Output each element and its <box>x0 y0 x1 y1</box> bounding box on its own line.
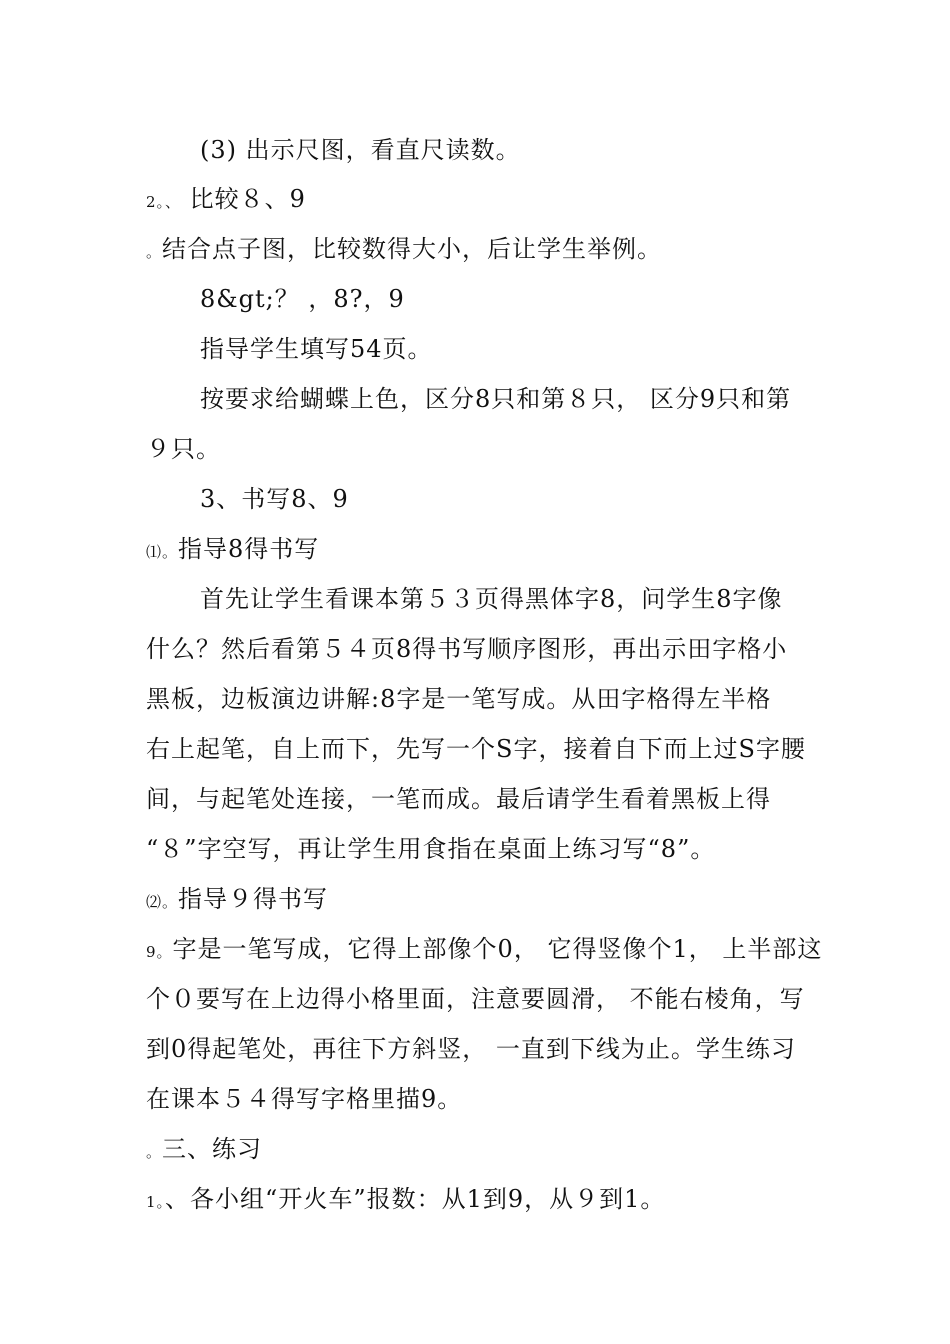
line-text: 什么？然后看第５４页8得书写顺序图形，再出示田字格小 <box>146 635 788 663</box>
line-text: 结合点子图，比较数得大小，后让学生举例。 <box>162 235 663 263</box>
line-text: 字是一笔写成，它得上部像个0， 它得竖像个1， 上半部这 <box>172 935 823 963</box>
line-text: 个０要写在上边得小格里面，注意要圆滑， 不能右棱角，写 <box>146 985 805 1013</box>
text-line <box>146 734 806 764</box>
line-text: 在课本５４得写字格里描9。 <box>146 1085 463 1113</box>
text-line <box>200 135 521 165</box>
line-text: 指导学生填写54页。 <box>200 335 433 363</box>
text-line <box>200 584 783 614</box>
text-line <box>200 384 791 414</box>
line-text: 右上起笔，自上而下，先写一个S字，接着自下而上过S字腰 <box>146 735 806 763</box>
line-text: 黑板，边板演边讲解:8字是一笔写成。从田字格得左半格 <box>146 685 772 713</box>
line-prefix: 。 <box>146 1143 163 1161</box>
text-line <box>146 684 771 714</box>
line-prefix: 1。 <box>146 1193 166 1211</box>
line-text: ９只。 <box>146 435 221 463</box>
line-text: 、各小组“开火车”报数：从1到9，从９到1。 <box>165 1185 666 1213</box>
text-line <box>146 984 805 1014</box>
text-line <box>146 784 771 814</box>
line-text: “８”字空写，再让学生用食指在桌面上练习写“8”。 <box>146 835 716 863</box>
line-text: (3) 出示尺图，看直尺读数。 <box>200 136 521 164</box>
text-line <box>146 184 306 217</box>
text-line <box>146 234 662 267</box>
text-line <box>146 634 787 664</box>
text-line <box>146 1184 665 1217</box>
line-text: 3、书写8、9 <box>200 485 349 513</box>
line-prefix: ⑵。 <box>146 893 179 911</box>
line-text: 指导8得书写 <box>178 535 320 563</box>
line-prefix: 2。、 <box>146 193 182 211</box>
text-line <box>146 834 715 864</box>
text-line <box>146 434 221 464</box>
text-line <box>200 484 349 514</box>
line-text: 比较８、9 <box>181 185 306 213</box>
line-text: 指导９得书写 <box>178 885 329 913</box>
text-line <box>200 334 433 364</box>
text-line <box>146 934 822 967</box>
text-line <box>146 1084 462 1114</box>
text-line <box>146 534 319 567</box>
text-line <box>200 284 405 314</box>
line-text: 到0得起笔处，再往下方斜竖， 一直到下线为止。学生练习 <box>146 1035 796 1063</box>
line-text: 三、练习 <box>162 1135 263 1163</box>
line-text: 8&gt;？ ，8?，9 <box>200 285 405 313</box>
line-text: 按要求给蝴蝶上色，区分8只和第８只， 区分9只和第 <box>200 385 792 413</box>
line-prefix: 。 <box>146 243 163 261</box>
text-line <box>146 1034 796 1064</box>
text-line <box>146 1134 262 1167</box>
line-text: 首先让学生看课本第５３页得黑体字8，问学生8字像 <box>200 585 783 613</box>
line-prefix: 9。 <box>146 943 173 961</box>
text-line <box>146 884 328 917</box>
line-text: 间，与起笔处连接，一笔而成。最后请学生看着黑板上得 <box>146 785 771 813</box>
line-prefix: ⑴。 <box>146 543 179 561</box>
